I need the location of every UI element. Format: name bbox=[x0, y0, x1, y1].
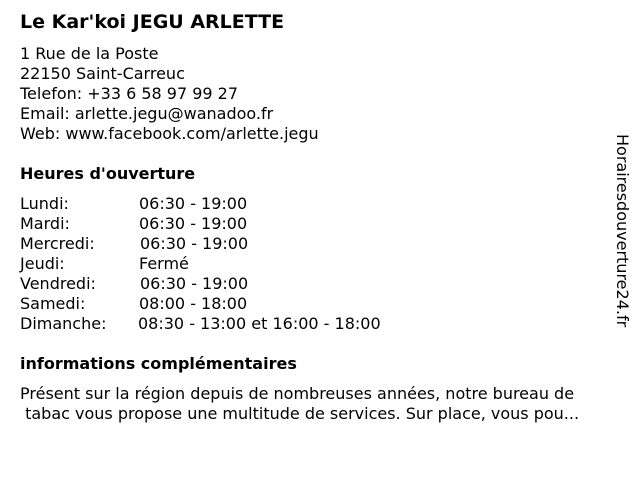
hours-row-jeudi bbox=[20, 254, 440, 274]
opening-hours-table bbox=[20, 194, 440, 334]
business-name: Le Kar'koi JEGU ARLETTE bbox=[20, 11, 285, 33]
time-value: 08:30 - 13:00 et 16:00 - 18:00 bbox=[138, 314, 381, 333]
site-watermark-text: Horairesdouverture24.fr bbox=[613, 134, 632, 328]
hours-row-vendredi bbox=[20, 274, 440, 294]
site-watermark bbox=[608, 134, 638, 354]
address-line-1: 1 Rue de la Poste bbox=[20, 44, 159, 63]
hours-row-dimanche bbox=[20, 314, 440, 334]
hours-row-mercredi bbox=[20, 234, 440, 254]
day-label: Dimanche: bbox=[20, 314, 107, 333]
hours-heading: Heures d'ouverture bbox=[20, 164, 196, 183]
info-line-2: tabac vous propose une multitude de services. Sur place, vous pou... bbox=[20, 404, 580, 423]
info-heading: informations complémentaires bbox=[20, 354, 297, 373]
contact-block bbox=[20, 44, 319, 144]
email-line: Email: arlette.jegu@wanadoo.fr bbox=[20, 104, 274, 123]
time-value: 06:30 - 19:00 bbox=[139, 214, 248, 233]
address-line-2: 22150 Saint-Carreuc bbox=[20, 64, 185, 83]
time-value: 06:30 - 19:00 bbox=[140, 234, 249, 253]
info-description bbox=[20, 384, 579, 424]
time-value: Fermé bbox=[139, 254, 189, 273]
info-line-1: Présent sur la région depuis de nombreuses années, notre bureau de bbox=[20, 384, 575, 403]
hours-row-samedi bbox=[20, 294, 440, 314]
day-label: Mercredi: bbox=[20, 234, 95, 253]
time-value: 06:30 - 19:00 bbox=[140, 274, 249, 293]
day-label: Mardi: bbox=[20, 214, 70, 233]
phone-line: Telefon: +33 6 58 97 99 27 bbox=[20, 84, 239, 103]
day-label: Lundi: bbox=[20, 194, 69, 213]
day-label: Jeudi: bbox=[20, 254, 65, 273]
hours-row-mardi bbox=[20, 214, 440, 234]
day-label: Samedi: bbox=[20, 294, 86, 313]
day-label: Vendredi: bbox=[20, 274, 96, 293]
time-value: 06:30 - 19:00 bbox=[139, 194, 248, 213]
hours-row-lundi bbox=[20, 194, 440, 214]
web-line: Web: www.facebook.com/arlette.jegu bbox=[20, 124, 319, 143]
time-value: 08:00 - 18:00 bbox=[139, 294, 248, 313]
